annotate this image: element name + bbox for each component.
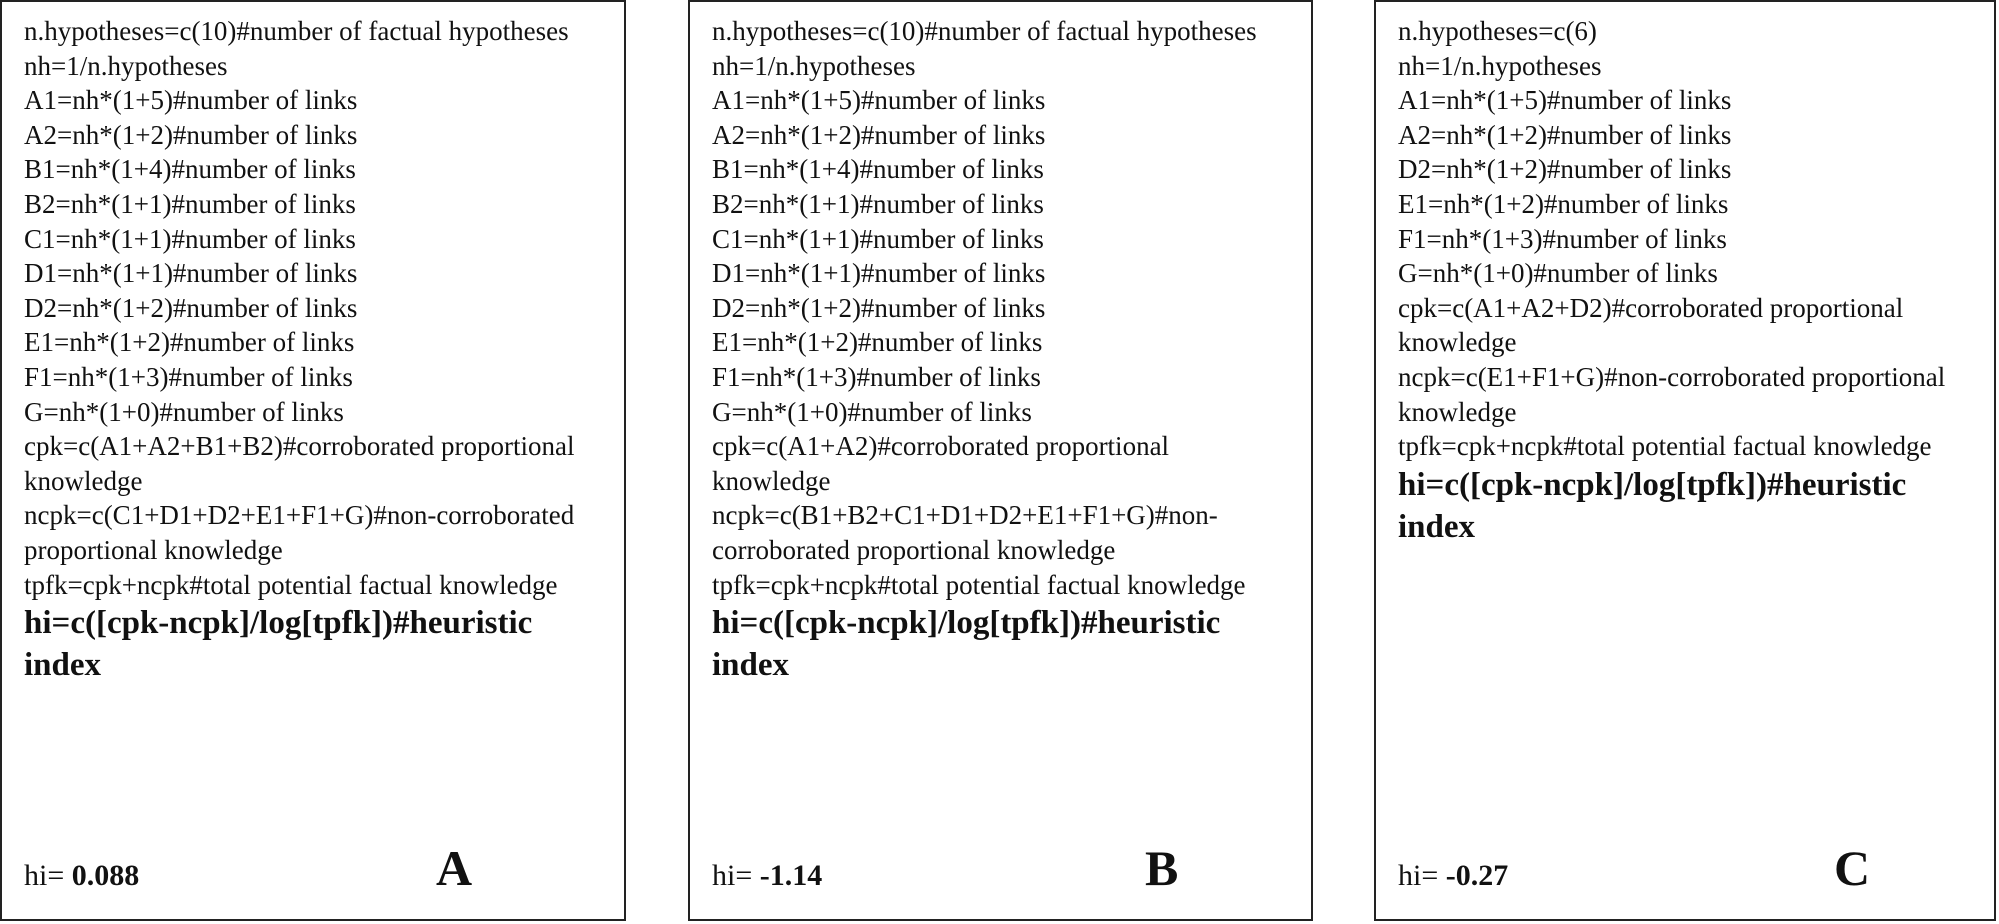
code-line: A2=nh*(1+2)#number of links <box>1398 119 1732 150</box>
code-block <box>1398 14 1974 548</box>
code-line: ncpk=c(B1+B2+C1+D1+D2+E1+F1+G)#non-corroborated proportional knowledge <box>712 500 1218 565</box>
code-line: tpfk=cpk+ncpk#total potential factual knowledge <box>712 569 1246 600</box>
code-line: tpfk=cpk+ncpk#total potential factual knowledge <box>1398 431 1932 462</box>
panel-b <box>688 0 1313 921</box>
result <box>712 859 822 893</box>
code-line: C1=nh*(1+1)#number of links <box>712 223 1044 254</box>
code-line: cpk=c(A1+A2+B1+B2)#corroborated proportional knowledge <box>24 431 582 496</box>
code-line: A1=nh*(1+5)#number of links <box>24 85 358 116</box>
result-value: -1.14 <box>759 859 823 892</box>
code-line: B2=nh*(1+1)#number of links <box>712 188 1044 219</box>
code-line: B1=nh*(1+4)#number of links <box>24 154 356 185</box>
panel-letter: C <box>1834 840 1871 896</box>
heuristic-index-formula: hi=c([cpk-ncpk]/log[tpfk])#heuristic index <box>24 605 533 684</box>
code-line: C1=nh*(1+1)#number of links <box>24 223 356 254</box>
result <box>24 859 139 893</box>
heuristic-index-formula: hi=c([cpk-ncpk]/log[tpfk])#heuristic index <box>712 605 1221 684</box>
result-value: 0.088 <box>71 859 140 892</box>
code-line: A1=nh*(1+5)#number of links <box>712 85 1046 116</box>
code-line: G=nh*(1+0)#number of links <box>712 396 1032 427</box>
code-line: D2=nh*(1+2)#number of links <box>712 292 1046 323</box>
code-line: B2=nh*(1+1)#number of links <box>24 188 356 219</box>
code-line: n.hypotheses=c(10)#number of factual hypotheses <box>712 16 1257 46</box>
code-line: ncpk=c(C1+D1+D2+E1+F1+G)#non-corroborated proportional knowledge <box>24 500 581 565</box>
code-line: A2=nh*(1+2)#number of links <box>712 119 1046 150</box>
code-line: nh=1/n.hypotheses <box>24 50 228 81</box>
code-line: D1=nh*(1+1)#number of links <box>24 258 358 289</box>
code-line: nh=1/n.hypotheses <box>712 50 916 81</box>
code-line: tpfk=cpk+ncpk#total potential factual knowledge <box>24 569 558 600</box>
result-label: hi= <box>1398 859 1439 892</box>
code-line: E1=nh*(1+2)#number of links <box>712 327 1043 358</box>
code-line: n.hypotheses=c(10)#number of factual hypotheses <box>24 16 569 46</box>
code-block <box>24 14 604 686</box>
panel-letter: A <box>436 840 473 896</box>
code-line: ncpk=c(E1+F1+G)#non-corroborated proportional knowledge <box>1398 361 1953 427</box>
code-line: D2=nh*(1+2)#number of links <box>24 292 358 323</box>
panel-a <box>0 0 626 921</box>
code-line: nh=1/n.hypotheses <box>1398 50 1602 81</box>
code-line: cpk=c(A1+A2)#corroborated proportional knowledge <box>712 431 1176 496</box>
code-line: E1=nh*(1+2)#number of links <box>24 327 355 358</box>
panel-letter: B <box>1145 840 1179 896</box>
heuristic-index-formula: hi=c([cpk-ncpk]/log[tpfk])#heuristic index <box>1398 466 1907 545</box>
code-line: G=nh*(1+0)#number of links <box>1398 258 1718 289</box>
code-block <box>712 14 1291 686</box>
panel-c <box>1374 0 1996 921</box>
code-line: E1=nh*(1+2)#number of links <box>1398 188 1729 219</box>
code-line: D1=nh*(1+1)#number of links <box>712 258 1046 289</box>
result-label: hi= <box>24 859 65 892</box>
code-line: G=nh*(1+0)#number of links <box>24 396 344 427</box>
code-line: F1=nh*(1+3)#number of links <box>1398 223 1727 254</box>
code-line: D2=nh*(1+2)#number of links <box>1398 154 1732 185</box>
code-line: A1=nh*(1+5)#number of links <box>1398 85 1732 116</box>
code-line: n.hypotheses=c(6) <box>1398 16 1597 46</box>
code-line: A2=nh*(1+2)#number of links <box>24 119 358 150</box>
result-label: hi= <box>712 859 753 892</box>
code-line: cpk=c(A1+A2+D2)#corroborated proportional knowledge <box>1398 292 1911 358</box>
code-line: F1=nh*(1+3)#number of links <box>712 361 1041 392</box>
result <box>1398 859 1508 893</box>
code-line: B1=nh*(1+4)#number of links <box>712 154 1044 185</box>
result-value: -0.27 <box>1445 859 1509 892</box>
code-line: F1=nh*(1+3)#number of links <box>24 361 353 392</box>
